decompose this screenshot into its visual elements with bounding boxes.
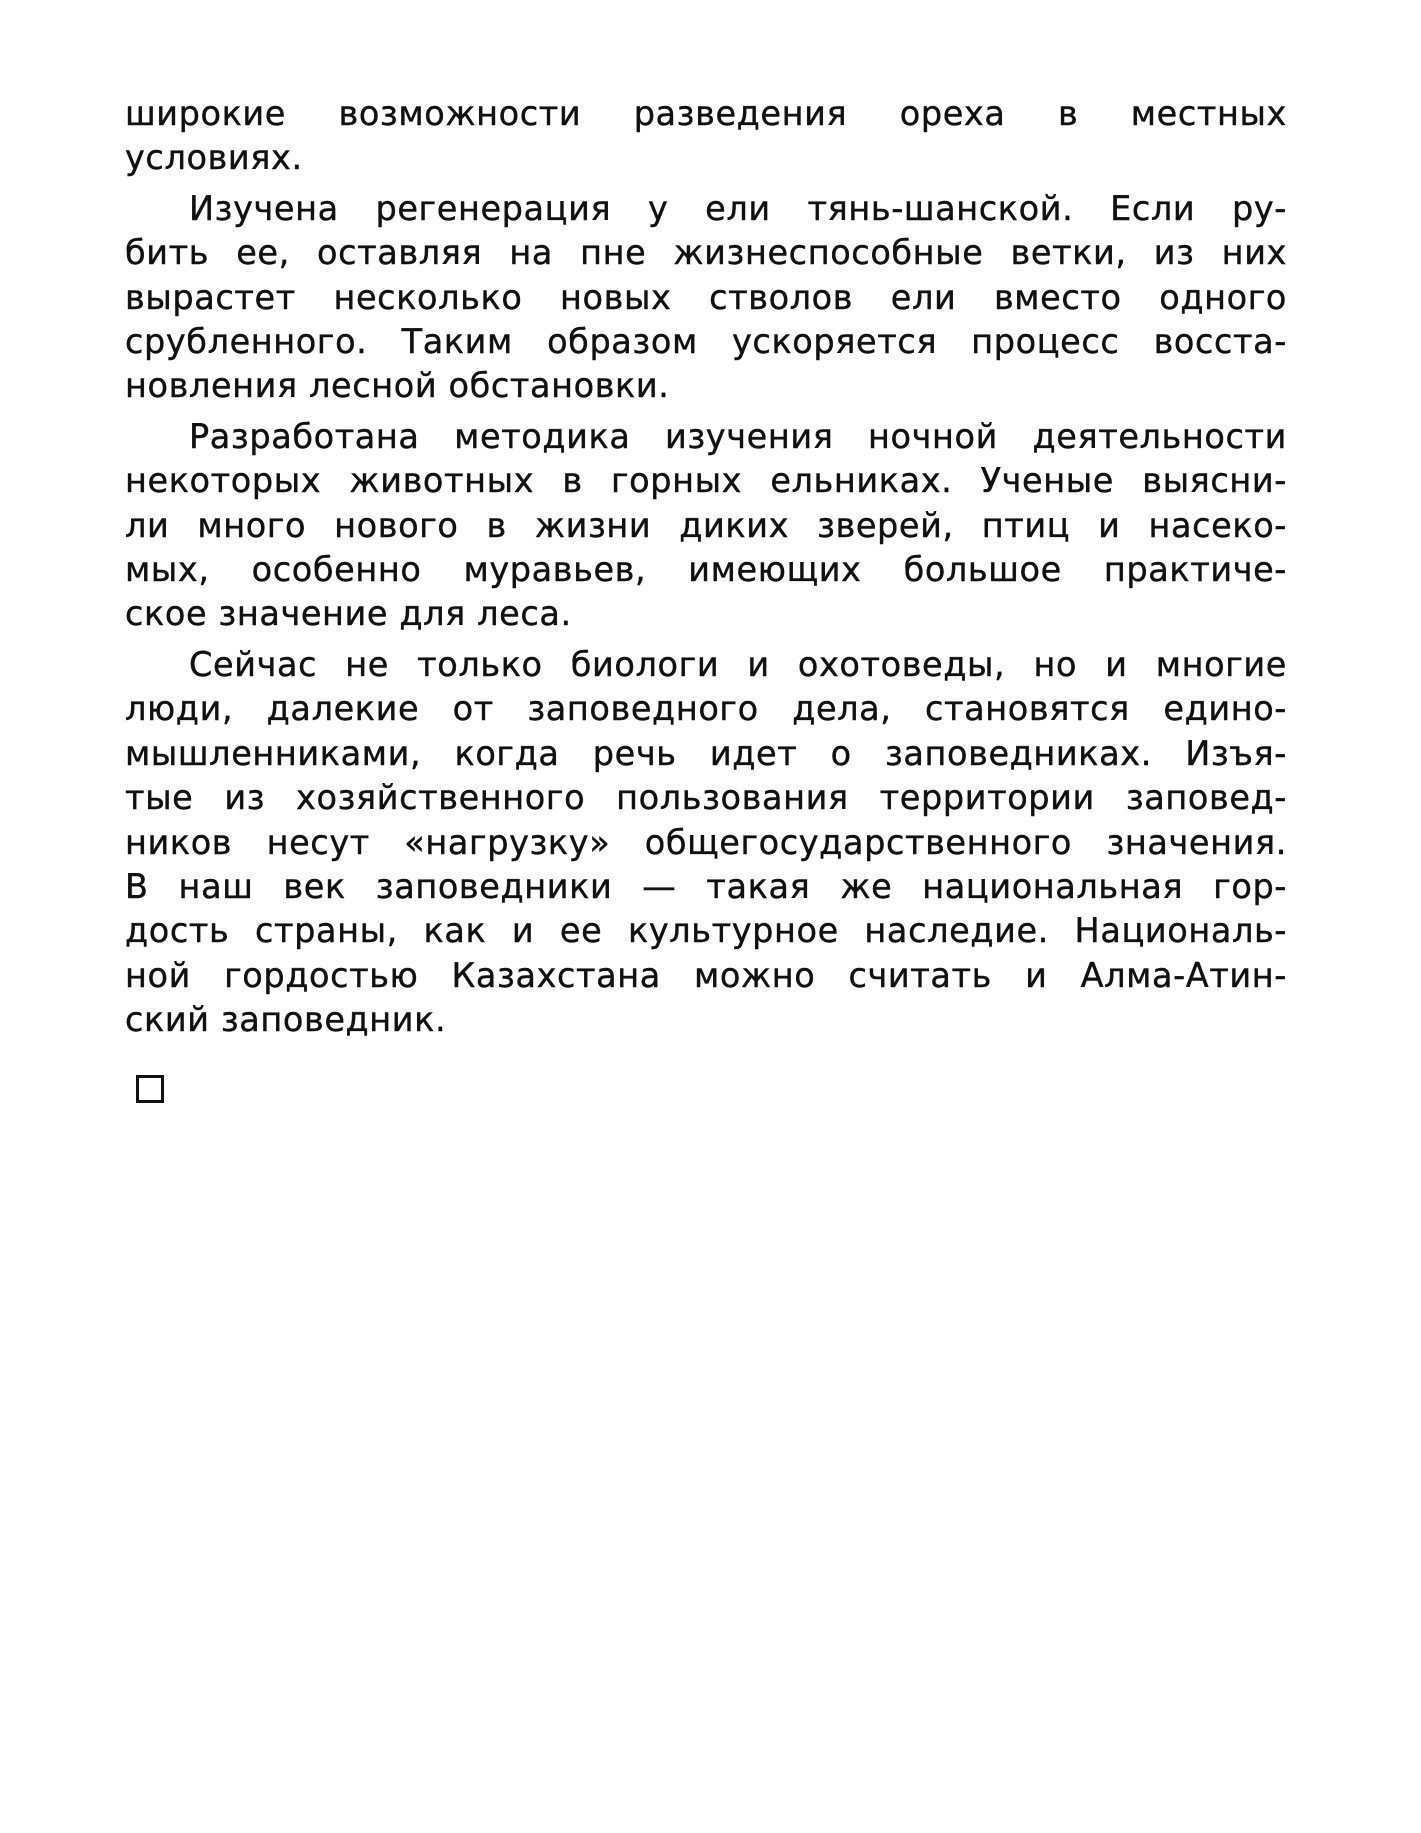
text-line: ский заповедник. bbox=[125, 1000, 447, 1040]
end-of-chapter-square-icon bbox=[136, 1075, 164, 1103]
text-line: Разработана методика изучения ночной деятельности bbox=[189, 416, 1287, 456]
body-text bbox=[125, 92, 1287, 1049]
paragraph-4 bbox=[125, 643, 1287, 1043]
text-line: Сейчас не только биологи и охотоведы, но и многие bbox=[189, 644, 1287, 684]
text-line: мышленниками, когда речь идет о заповедниках. Изъя- bbox=[125, 733, 1287, 773]
text-line: бить ее, оставляя на пне жизнеспособные ветки, из них bbox=[125, 233, 1287, 273]
text-line: Изучена регенерация у ели тянь-шанской. Если ру- bbox=[189, 188, 1287, 228]
text-line: некоторых животных в горных ельниках. Ученые выясни- bbox=[125, 461, 1287, 501]
text-line: дость страны, как и ее культурное наследие. Националь- bbox=[125, 911, 1287, 951]
text-line: мых, особенно муравьев, имеющих большое практиче- bbox=[125, 550, 1287, 590]
paragraph-1 bbox=[125, 92, 1287, 181]
text-line: В наш век заповедники — такая же национальная гор- bbox=[125, 866, 1287, 906]
text-line: новления лесной обстановки. bbox=[125, 366, 670, 406]
text-line: ли много нового в жизни диких зверей, птиц и насеко- bbox=[125, 505, 1287, 545]
text-line: ское значение для леса. bbox=[125, 594, 572, 634]
paragraph-2 bbox=[125, 187, 1287, 409]
text-line: условиях. bbox=[125, 138, 303, 178]
paragraph-3 bbox=[125, 415, 1287, 637]
text-line: вырастет несколько новых стволов ели вместо одного bbox=[125, 277, 1287, 317]
text-line: широкие возможности разведения ореха в местных bbox=[125, 94, 1287, 133]
text-line: ной гордостью Казахстана можно считать и Алма-Атин- bbox=[125, 955, 1287, 995]
text-line: ников несут «нагрузку» общегосударственного значения. bbox=[125, 822, 1287, 862]
text-line: тые из хозяйственного пользования территории заповед- bbox=[125, 778, 1287, 818]
text-line: люди, далекие от заповедного дела, становятся едино- bbox=[125, 689, 1287, 729]
text-line: срубленного. Таким образом ускоряется процесс восста- bbox=[125, 322, 1287, 362]
